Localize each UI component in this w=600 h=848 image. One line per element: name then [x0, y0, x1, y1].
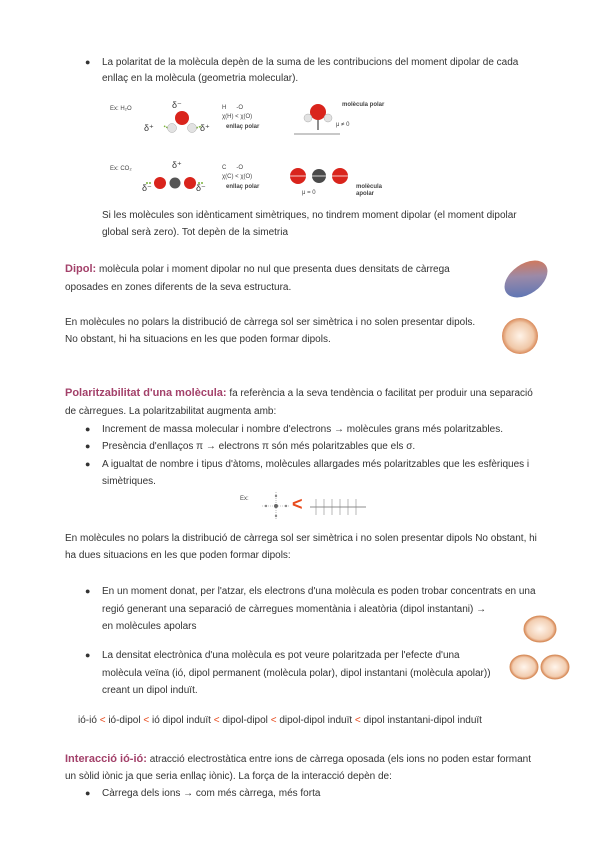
ion-ion-text: atracció electrostàtica entre ions de càrrega oposada (els ions no poden estar formant: [149, 754, 532, 765]
co2-dipole-icon: [286, 164, 352, 194]
induced-dipole-line2: molècula veïna (ió, dipol permanent (molècula polar), dipol instantani (molècula apolar)): [102, 668, 491, 679]
co2-delta-top: δ⁺: [172, 160, 182, 170]
ion-ion-line1: [65, 751, 531, 768]
water-delta-left: δ⁺: [144, 123, 154, 133]
interaction-strength-order: [78, 713, 482, 729]
paragraph-symmetry-line2: global serà zero). Tot depèn de la simetria: [102, 227, 289, 238]
order-ion-ion: ió-ió: [78, 715, 97, 726]
induced-dipole-line3: creant un dipol induït.: [102, 685, 198, 696]
paragraph-geometry-line2: enllaç en la molècula (geometria molecular).: [102, 73, 299, 84]
bullet-dot: ●: [85, 788, 91, 798]
paragraph-geometry-line1: La polaritat de la molècula depèn de la suma de les contribucions del moment dipolar de cada: [102, 57, 519, 68]
water-dipole-moment: μ ≠ 0: [336, 122, 350, 128]
order-ion-induced-dipole: ió dipol induït: [151, 715, 211, 726]
dipol-definition-line1: [65, 261, 450, 278]
induced-dipole-line1: La densitat electrònica d'una molècula es pot veure polaritzada per l'efecte d'una: [102, 650, 460, 661]
co2-bond-label: C -O: [222, 165, 243, 171]
polarizability-line2: de càrregues. La polaritzabilitat augmenta amb:: [65, 406, 277, 417]
ion-ion-term: Interacció ió-ió:: [65, 753, 147, 765]
instant-dipole-sphere-icon: [520, 612, 560, 646]
polarizability-bullet-shape-line1: A igualtat de nombre i tipus d'àtoms, molècules allargades més polaritzables que les esfèriques i: [102, 459, 530, 470]
polarizability-bullet-pi: Presència d'enllaços π → electrons π són més polaritzables que els σ.: [102, 441, 416, 452]
instant-dipole-line1: En un moment donat, per l'atzar, els electrons d'una molècula es poden trobar concentrats en una: [102, 586, 536, 597]
water-delta-right: δ⁺: [200, 123, 210, 133]
order-dipole-induced-dipole: dipol-dipol induït: [279, 715, 353, 726]
water-bond-label: H -O: [222, 105, 243, 111]
ion-ion-bullet-charge: Càrrega dels ions → com més càrrega, més forta: [102, 788, 321, 799]
water-polarity-figure: [110, 96, 390, 146]
co2-molecule-icon: [146, 172, 206, 196]
polarizability-line1: [65, 385, 533, 402]
bullet-dot: ●: [85, 650, 91, 660]
shape-comparison-figure: [240, 490, 380, 524]
ion-ion-line2: un sòlid iònic ja que seria enllaç iònic). La força de la interacció depèn de:: [65, 771, 392, 782]
water-molecule-icon: [156, 104, 216, 144]
polarizability-bullet-mass: Increment de massa molecular i nombre d'electrons → molècules grans més polaritzables.: [102, 424, 503, 435]
paragraph-nonpolar-line2: No obstant, hi ha situacions en les que poden formar dipols.: [65, 334, 331, 345]
instant-dipole-line2: regió generant una separació de càrregues momentània i aleatòria (dipol instantani) →: [102, 604, 487, 615]
co2-bond-type: enllaç polar: [226, 184, 260, 190]
bullet-dot: ●: [85, 57, 91, 67]
order-less-than: <: [270, 715, 277, 726]
order-less-than: <: [99, 715, 106, 726]
co2-molecule-label: molècula apolar: [356, 184, 383, 197]
bullet-dot: ●: [85, 459, 91, 469]
water-bond-type: enllaç polar: [226, 124, 260, 130]
spherical-molecule-icon: [260, 490, 292, 522]
water-delta-top: δ⁻: [172, 100, 182, 110]
order-less-than: <: [143, 715, 150, 726]
water-electronegativity: χ(H) < χ(O): [222, 114, 253, 120]
bullet-dot: ●: [85, 441, 91, 451]
order-less-than: <: [213, 715, 220, 726]
water-molecule-label: molècula polar: [342, 102, 385, 108]
co2-delta-right: δ⁻: [196, 183, 206, 193]
co2-example-label: Ex: CO₂: [110, 166, 132, 172]
dipol-term: Dipol:: [65, 263, 97, 275]
less-than-sign: <: [292, 494, 303, 514]
polarizability-term: Polaritzabilitat d'una molècula:: [65, 387, 227, 399]
elongated-molecule-icon: [308, 495, 368, 519]
paragraph-nonpolar-line1: En molècules no polars la distribució de càrrega sol ser simètrica i no solen presentar dipols.: [65, 317, 476, 328]
order-less-than: <: [354, 715, 361, 726]
paragraph-dipoles-line1: En molècules no polars la distribució de càrrega sol ser simètrica i no solen presentar dipols No obstant, hi: [65, 533, 537, 544]
co2-dipole-moment: μ = 0: [302, 190, 316, 196]
polarizability-text: fa referència a la seva tendència o facilitat per produir una separació: [229, 388, 533, 399]
nonpolar-sphere-icon: [500, 316, 540, 356]
dipol-definition-text: molècula polar i moment dipolar no nul que presenta dues densitats de càrrega: [98, 264, 450, 275]
polarizability-bullet-shape-line2: simètriques.: [102, 476, 156, 487]
paragraph-dipoles-line2: ha dues situacions en les que poden formar dipols:: [65, 550, 291, 561]
dipol-definition-line2: oposades en zones diferents de la seva estructura.: [65, 282, 292, 293]
induced-dipole-spheres-icon: [508, 650, 572, 684]
co2-polarity-figure: [110, 158, 390, 200]
shape-example-label: Ex:: [240, 496, 249, 502]
paragraph-symmetry-line1: Si les molècules son idènticament simètriques, no tindrem moment dipolar (el moment dipolar: [102, 210, 517, 221]
bullet-dot: ●: [85, 424, 91, 434]
order-ion-dipole: ió-dipol: [108, 715, 141, 726]
co2-delta-left: δ⁻: [142, 183, 152, 193]
order-instant-induced-dipole: dipol instantani-dipol induït: [363, 715, 482, 726]
co2-electronegativity: χ(C) < χ(O): [222, 174, 253, 180]
instant-dipole-line3: en molècules apolars: [102, 621, 197, 632]
water-example-label: Ex: H₂O: [110, 106, 132, 112]
dipole-ellipsoid-icon: [500, 256, 552, 302]
bullet-dot: ●: [85, 586, 91, 596]
order-dipole-dipole: dipol-dipol: [222, 715, 268, 726]
